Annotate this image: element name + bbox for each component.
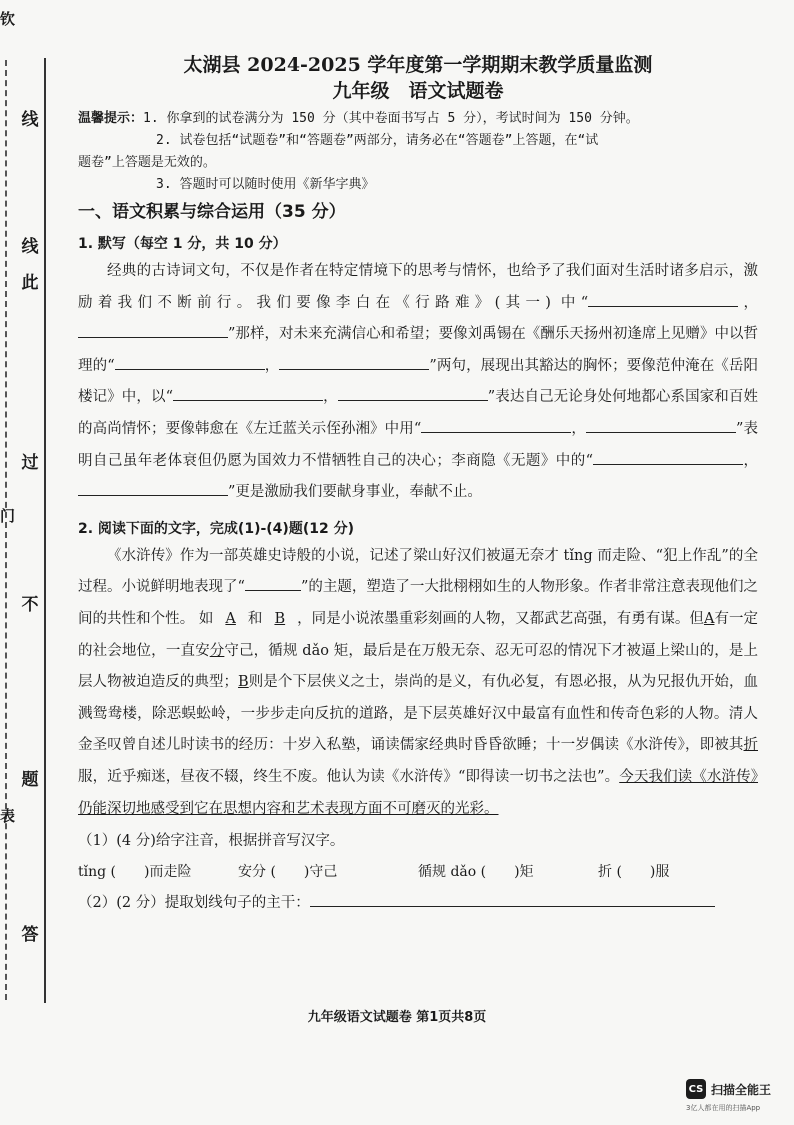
blank-a: A — [225, 610, 236, 627]
answer-blank[interactable] — [279, 351, 429, 370]
side-mark: 门 — [0, 507, 16, 525]
pinyin-item[interactable]: 循规 dǎo ( )矩 — [418, 864, 534, 881]
pinyin-item[interactable]: 折 ( )服 — [598, 864, 670, 881]
exam-title: 太湖县 2024-2025 学年度第一学期期末教学质量监测 — [183, 54, 653, 76]
text-run: 服，近乎痴迷，昼夜不辍，终生不废。他认为读《水浒传》“即得读一切书之法也”。 — [78, 768, 620, 785]
marked-char: 折 — [743, 737, 758, 754]
margin-char: 题 — [21, 770, 39, 790]
question-2-passage — [78, 541, 758, 825]
answer-blank[interactable] — [586, 414, 736, 433]
margin-char: 答 — [21, 925, 39, 945]
text-run: ”那样，对未来充满信心和希望；要像刘禹锡在《酬乐天扬州初逢席上见赠》中以哲理的“ — [78, 326, 758, 374]
subquestion-2 — [78, 887, 758, 919]
text-run: ”表明自己虽年老体衰但仍愿为国效力不惜牺牲自己的决心；李商隐《无题》中的“ — [78, 420, 758, 469]
underlined-sentence: 今天我们读《水浒传》仍能深切地感受到它在思想内容和艺术表现方面不可磨灭的光彩。 — [78, 768, 759, 817]
subquestion-1: （1）(4 分)给字注音，根据拼音写汉字。 — [78, 833, 345, 850]
tip-item: 1. 你拿到的试卷满分为 150 分（其中卷面书写占 5 分），考试时间为 150 分钟。 — [143, 111, 639, 126]
pinyin-item[interactable]: 安分 ( )守己 — [238, 864, 338, 881]
watermark-name: 扫描全能王 — [711, 1082, 772, 1097]
tip-item: 3. 答题时可以随时使用《新华字典》 — [156, 177, 375, 192]
text-run: ， — [323, 389, 338, 406]
exam-page-content — [78, 52, 758, 919]
blank-b: B — [274, 610, 286, 627]
text-run: ”的主题，塑造了一大批栩栩如生的人物形象。作者非常注意表现他们之间的共性和个性。 如 — [78, 579, 758, 627]
answer-blank[interactable] — [588, 288, 738, 307]
question-2-heading: 2. 阅读下面的文字，完成(1)-(4)题(12 分) — [78, 520, 354, 537]
marked-char: 分 — [209, 642, 225, 659]
pinyin-items — [78, 857, 758, 887]
section-heading: 一、语文积累与综合运用（35 分） — [78, 202, 346, 222]
answer-blank[interactable] — [78, 477, 228, 496]
side-mark: 钦 — [0, 10, 16, 28]
tips-label: 温馨提示： — [78, 111, 144, 126]
text-run: 经典的古诗词文句，不仅是作者在特定情境下的思考与情怀，也给予了我们面对生活时诸多启示，激励着我们不断前行。我们要像李白在《行路难》(其一) 中“ — [78, 263, 758, 311]
watermark-tagline: 3亿人都在用的扫描App — [686, 1104, 761, 1112]
question-1-heading: 1. 默写（每空 1 分，共 10 分） — [78, 236, 287, 252]
subquestion-2-text: （2）(2 分）提取划线句子的主干： — [78, 895, 310, 912]
text-run: 守己，循规 dǎo 矩，最后是在万般无奈、忍无可忍的情况下才被逼上梁山的，是上层人物被迫造反的典型； — [78, 642, 759, 691]
margin-char: 线 — [21, 237, 39, 257]
answer-blank[interactable] — [593, 446, 743, 465]
answer-blank[interactable] — [310, 888, 715, 907]
scanner-watermark — [686, 1079, 771, 1099]
exam-subtitle: 九年级 语文试题卷 — [332, 80, 504, 102]
answer-blank[interactable] — [421, 414, 571, 433]
text-run: 《水浒传》作为一部英雄史诗般的小说，记述了梁山好汉们被逼无奈才 tǐng 而走险、“犯上作乱”的全过程。小说鲜明地表现了“ — [78, 547, 758, 596]
blank-a-ref: A — [703, 610, 715, 627]
text-run: ， — [743, 452, 758, 469]
blank-b-ref: B — [238, 674, 249, 691]
text-run: 和 — [247, 610, 263, 627]
cut-line — [5, 60, 7, 1000]
binding-margin — [0, 0, 58, 1000]
answer-blank[interactable] — [115, 351, 265, 370]
side-mark: 表 — [0, 807, 16, 825]
margin-char: 过 — [21, 453, 39, 473]
text-run: ”两句，展现出其豁达的胸怀；要像范仲淹在《岳阳楼记》中，以“ — [78, 357, 759, 406]
pinyin-item[interactable]: tǐng ( )而走险 — [78, 864, 192, 881]
margin-char: 此 — [21, 273, 39, 293]
binding-line — [44, 58, 46, 1003]
text-run: 则是个下层侠义之士，崇尚的是义，有仇必复，有恩必报，从为兄报仇开始，血溅鸳鸯楼，除恶蜈蚣岭，一步步走向反抗的道路，是下层英雄好汉中最富有血性和传奇色彩的人物。清人金圣叹曾自述儿时读书的经历：十岁入私塾，诵读儒家经典时昏昏欲睡；十一岁偶读《水浒传》，即被其 — [78, 674, 759, 754]
text-run: ，同是小说浓墨重彩刻画的人物，又都武艺高强，有勇有谋。但 — [297, 610, 704, 627]
text-run: ， — [571, 420, 586, 437]
text-run: 有一定的社会地位，一直安 — [78, 610, 759, 659]
answer-blank[interactable] — [78, 319, 228, 338]
text-run: ， — [264, 357, 280, 374]
margin-char: 不 — [21, 595, 39, 615]
margin-char: 线 — [21, 110, 39, 130]
answer-blank[interactable] — [173, 382, 323, 401]
page-footer: 九年级语文试题卷 第1页共8页 — [307, 1010, 487, 1025]
answer-blank[interactable] — [338, 382, 488, 401]
tip-item: 2. 试卷包括“试题卷”和“答题卷”两部分，请务必在“答题卷”上答题，在“试 — [156, 133, 599, 148]
answer-blank[interactable] — [245, 572, 301, 591]
question-1-text: 经典的古诗词文句，不仅是作者在特定情境下的思考与情怀，也给予了我们面对生活时诸多启示，激励着我们不断前行。我们要像李白在《行路难》(其一) 中“ ，”那样，对未来充满信心和希望；要像刘禹锡在《酬乐天扬州初逢席上见赠》中以哲理的“ ， ”两句，展现出其豁达的胸怀；要像范仲淹在《岳阳楼记》中，以“ ， ”表达自己无论身处何地都心系国家和百姓的高尚情怀；要像韩愈在《左迁蓝关示侄孙湘》中用“ ， ”表明自己虽年老体衰但仍愿为国效力不惜牺牲自己的决心；李商隐《无题》中的“ ，”更是激励我们要献身事业，奉献不止。 — [78, 263, 759, 501]
text-run: ”更是激励我们要献身事业，奉献不止。 — [228, 484, 482, 501]
camscanner-logo: CS — [686, 1079, 706, 1099]
tip-item: 题卷”上答题是无效的。 — [78, 155, 216, 170]
tips-block — [78, 108, 758, 196]
text-run: ”表达自己无论身处何地都心系国家和百姓的高尚情怀；要像韩愈在《左迁蓝关示侄孙湘》中用“ — [78, 389, 759, 437]
